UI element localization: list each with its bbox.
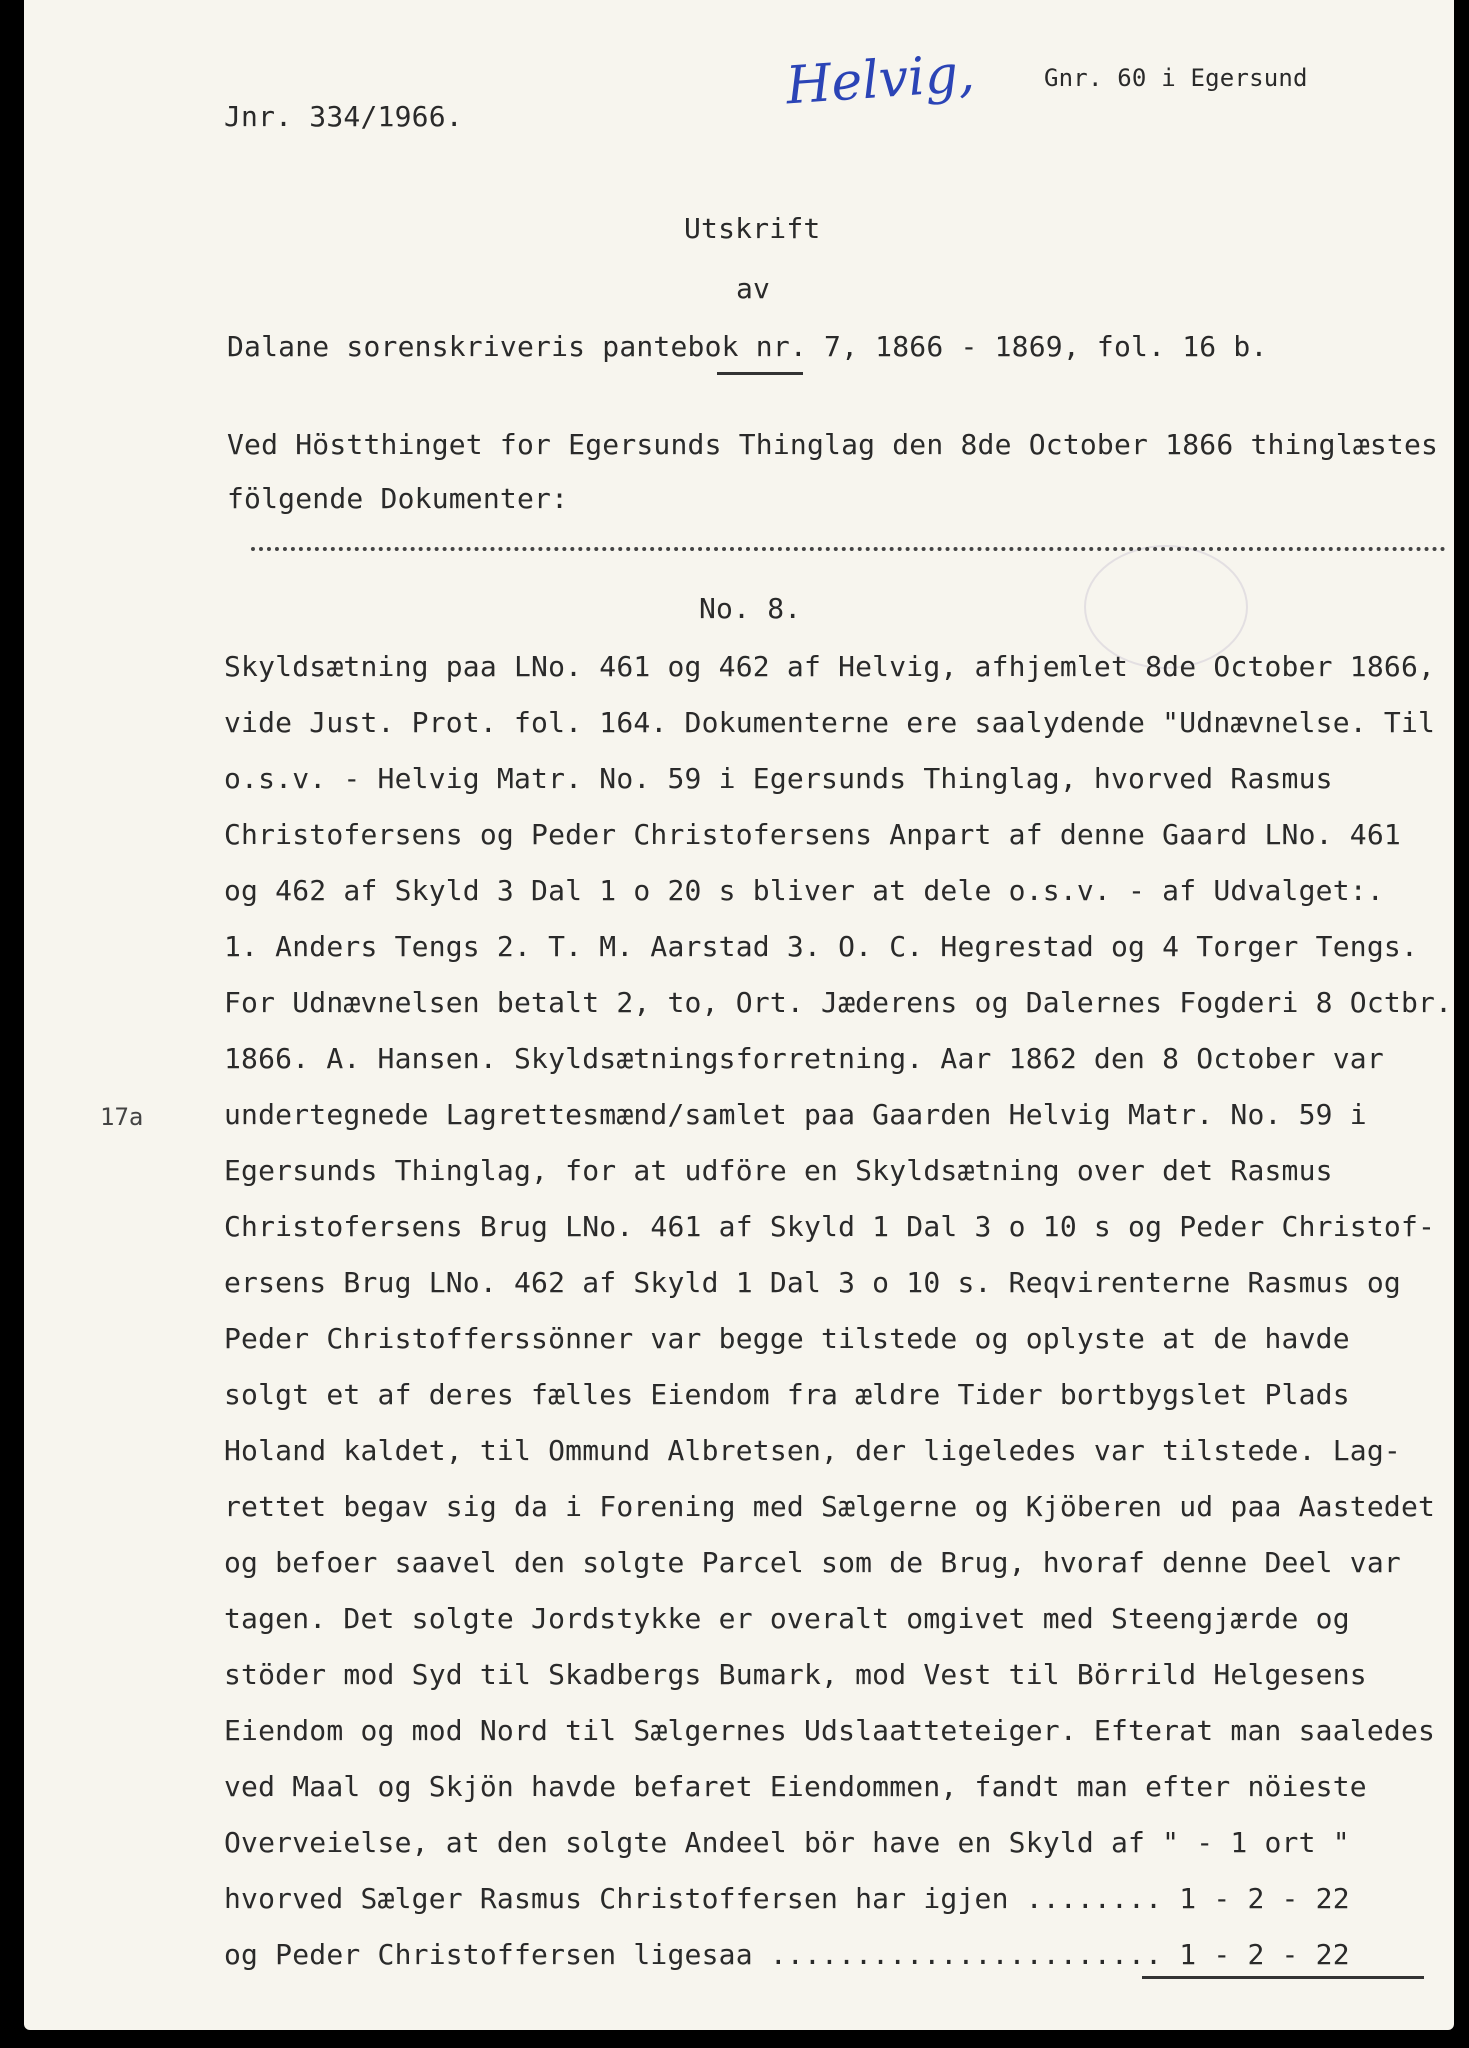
body-line: tagen. Det solgte Jordstykke er overalt omgivet med Steengjærde og (224, 1602, 1350, 1635)
body-line: Skyldsætning paa LNo. 461 og 462 af Helvig, afhjemlet 8de October 1866, (224, 650, 1436, 683)
journal-number: Jnr. 334/1966. (224, 100, 463, 133)
title-source: Dalane sorenskriveris pantebok nr. 7, 1866 - 1869, fol. 16 b. (227, 330, 1268, 363)
dotted-separator (251, 547, 1446, 551)
body-line: vide Just. Prot. fol. 164. Dokumenterne ere saalydende "Udnævnelse. Til (224, 706, 1436, 739)
body-line: Christofersens Brug LNo. 461 af Skyld 1 Dal 3 o 10 s og Peder Christof- (224, 1210, 1436, 1243)
body-line: Eiendom og mod Nord til Sælgernes Udslaatteteiger. Efterat man saaledes (224, 1714, 1436, 1747)
body-line: og befoer saavel den solgte Parcel som de Brug, hvoraf denne Deel var (224, 1546, 1401, 1579)
body-line: Egersunds Thinglag, for at udföre en Skyldsætning over det Rasmus (224, 1154, 1333, 1187)
title-av: av (736, 272, 771, 305)
body-line: og Peder Christoffersen ligesaa ....................... 1 - 2 - 22 (224, 1938, 1350, 1971)
intro-line-1: Ved Höstthinget for Egersunds Thinglag den 8de October 1866 thinglæstes (227, 428, 1439, 461)
handwritten-annotation: Helvig, (784, 43, 977, 117)
section-heading: No. 8. (699, 592, 802, 625)
margin-note: 17a (100, 1103, 144, 1131)
intro-line-2: fölgende Dokumenter: (227, 482, 569, 515)
body-line: hvorved Sælger Rasmus Christoffersen har igjen ........ 1 - 2 - 22 (224, 1882, 1350, 1915)
body-line: stöder mod Syd til Skadbergs Bumark, mod Vest til Börrild Helgesens (224, 1658, 1367, 1691)
body-line: 1. Anders Tengs 2. T. M. Aarstad 3. O. C. Hegrestad og 4 Torger Tengs. (224, 930, 1419, 963)
document-page (24, 0, 1454, 2030)
farm-reference: Gnr. 60 i Egersund (1044, 64, 1308, 92)
body-line: solgt et af deres fælles Eiendom fra ældre Tider bortbygslet Plads (224, 1378, 1350, 1411)
body-line: og 462 af Skyld 3 Dal 1 o 20 s bliver at dele o.s.v. - af Udvalget:. (224, 874, 1384, 907)
title-utskrift: Utskrift (684, 212, 821, 245)
body-line: Christofersens og Peder Christofersens Anpart af denne Gaard LNo. 461 (224, 818, 1401, 851)
body-line: Holand kaldet, til Ommund Albretsen, der ligeledes var tilstede. Lag- (224, 1434, 1401, 1467)
body-line: o.s.v. - Helvig Matr. No. 59 i Egersunds Thinglag, hvorved Rasmus (224, 762, 1333, 795)
body-line: ersens Brug LNo. 462 af Skyld 1 Dal 3 o 10 s. Reqvirenterne Rasmus og (224, 1266, 1401, 1299)
body-line: ved Maal og Skjön havde befaret Eiendommen, fandt man efter nöieste (224, 1770, 1367, 1803)
body-line: undertegnede Lagrettesmænd/samlet paa Gaarden Helvig Matr. No. 59 i (224, 1098, 1367, 1131)
body-line: rettet begav sig da i Forening med Sælgerne og Kjöberen ud paa Aastedet (224, 1490, 1436, 1523)
sum-underline (1142, 1976, 1424, 1979)
body-line: For Udnævnelsen betalt 2, to, Ort. Jæderens og Dalernes Fogderi 8 Octbr. (224, 986, 1453, 1019)
body-line: Peder Christofferssönner var begge tilstede og oplyste at de havde (224, 1322, 1350, 1355)
body-line: Overveielse, at den solgte Andeel bör have en Skyld af " - 1 ort " (224, 1826, 1350, 1859)
body-line: 1866. A. Hansen. Skyldsætningsforretning. Aar 1862 den 8 October var (224, 1042, 1384, 1075)
nr-underline (717, 372, 803, 375)
